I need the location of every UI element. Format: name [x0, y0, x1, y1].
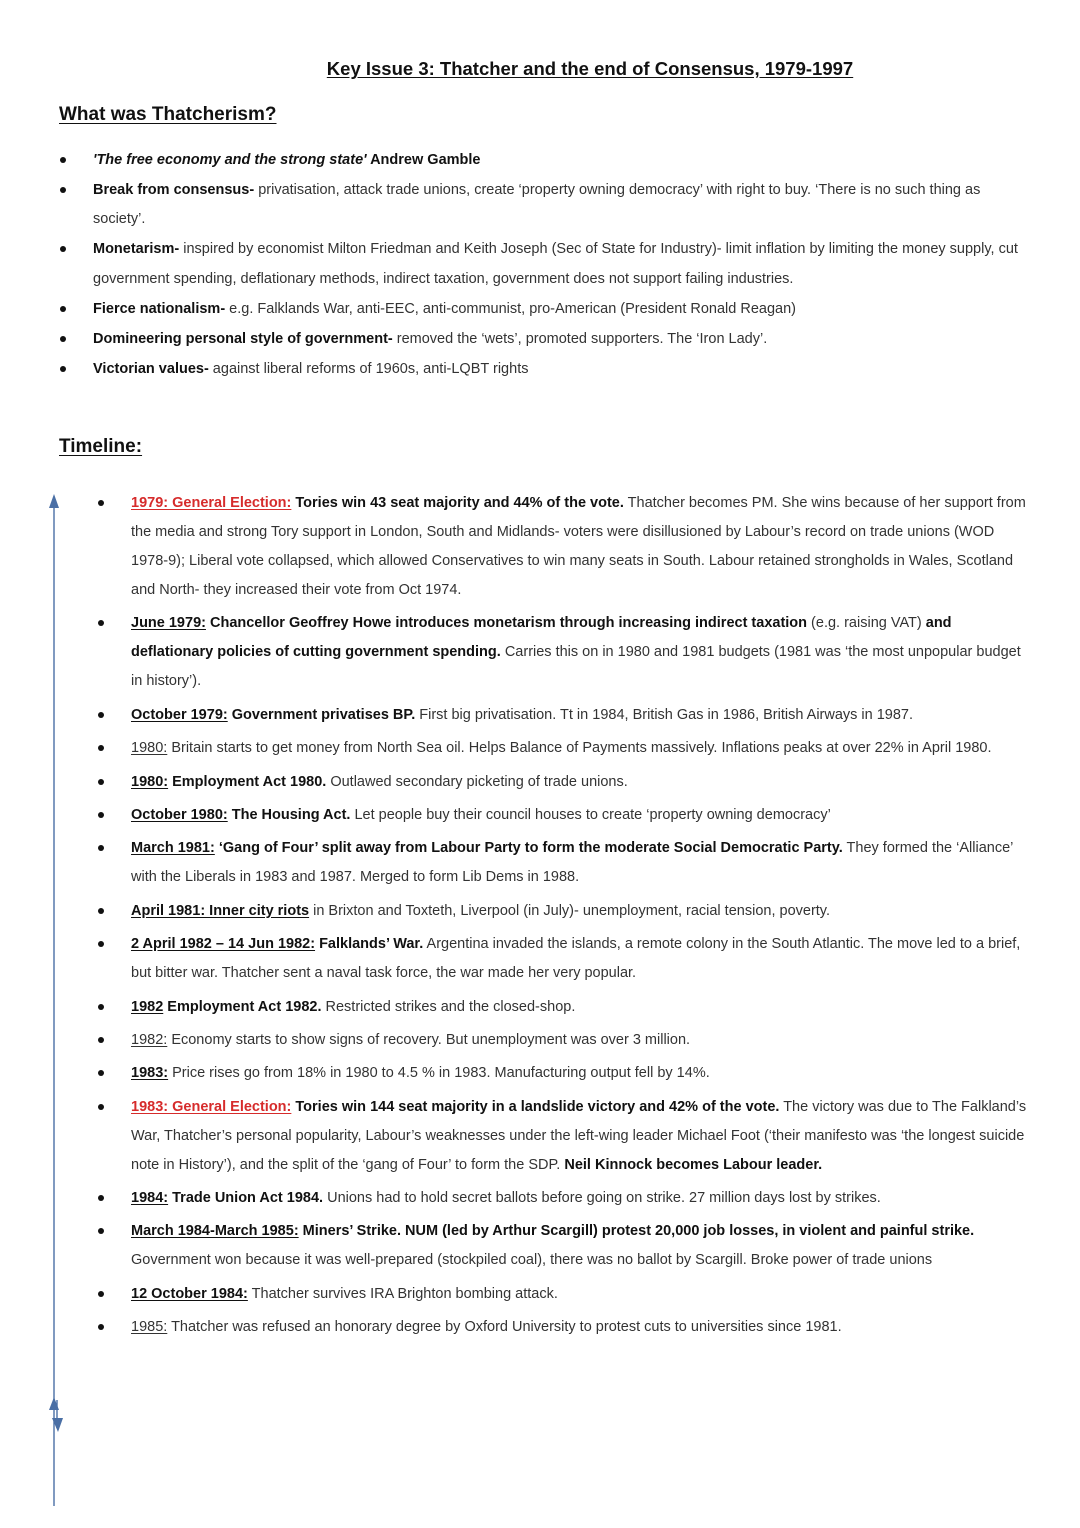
bullet-icon [98, 1291, 104, 1297]
bullet-icon [98, 941, 104, 947]
thatcherism-list [60, 146, 1020, 385]
timeline-item: April 1981: Inner city riots in Brixton and Toxteth, Liverpool (in July)- unemployment, racial tension, poverty. [98, 897, 1028, 926]
timeline-item: 2 April 1982 – 14 Jun 1982: Falklands’ War. Argentina invaded the islands, a remote colony in the South Atlantic. The move led to a brief, but bitter war. Thatcher sent a naval task force, the war made her very popular. [98, 930, 1028, 988]
bullet-icon [98, 1324, 104, 1330]
timeline-item: 1984: Trade Union Act 1984. Unions had to hold secret ballots before going on strike. 27 million days lost by strikes. [98, 1184, 1028, 1213]
section-heading-thatcherism: What was Thatcherism? [59, 104, 277, 125]
bullet-icon [98, 779, 104, 785]
bullet-icon [98, 712, 104, 718]
list-item: Break from consensus- privatisation, attack trade unions, create ‘property owning democracy’ with right to buy. ‘There is no such thing as society’. [60, 176, 1020, 235]
bullet-icon [98, 1104, 104, 1110]
bullet-icon [98, 845, 104, 851]
section-heading-timeline: Timeline: [59, 436, 143, 457]
timeline-item: March 1984-March 1985: Miners’ Strike. NUM (led by Arthur Scargill) protest 20,000 job losses, in violent and painful strike. Government won because it was well-prepared (stockpiled coal), there was no ballot by Scargill. Broke power of trade unions [98, 1217, 1028, 1275]
list-item: Fierce nationalism- e.g. Falklands War, anti-EEC, anti-communist, pro-American (President Ronald Reagan) [60, 295, 1020, 324]
bullet-icon [98, 620, 104, 626]
timeline-item: 12 October 1984: Thatcher survives IRA Brighton bombing attack. [98, 1280, 1028, 1309]
bullet-icon [98, 1004, 104, 1010]
timeline-item: 1980: Britain starts to get money from North Sea oil. Helps Balance of Payments massively. Inflations peaks at over 22% in April 1980. [98, 734, 1028, 763]
timeline-item: October 1980: The Housing Act. Let people buy their council houses to create ‘property owning democracy’ [98, 801, 1028, 830]
list-item: Domineering personal style of government- removed the ‘wets’, promoted supporters. The ‘Iron Lady’. [60, 325, 1020, 354]
timeline-item: 1979: General Election: Tories win 43 seat majority and 44% of the vote. Thatcher becomes PM. She wins because of her support from the media and strong Tory support in London, South and Midlands- voters were disillusioned by Labour’s record on trade unions (WOD 1978-9); Liberal vote collapsed, which allowed Conservatives to win many seats in South. Labour retained strongholds in Wales, Scotland and North- they increased their vote from Oct 1974. [98, 489, 1028, 605]
timeline-item: March 1981: ‘Gang of Four’ split away from Labour Party to form the moderate Social Democratic Party. They formed the ‘Alliance’ with the Liberals in 1983 and 1987. Merged to form Lib Dems in 1988. [98, 834, 1028, 892]
bullet-icon [98, 1195, 104, 1201]
bullet-icon [98, 1037, 104, 1043]
bullet-icon [98, 908, 104, 914]
list-item: Victorian values- against liberal reforms of 1960s, anti-LQBT rights [60, 355, 1020, 384]
timeline-item: 1985: Thatcher was refused an honorary degree by Oxford University to protest cuts to universities since 1981. [98, 1313, 1028, 1342]
timeline-item: 1982: Economy starts to show signs of recovery. But unemployment was over 3 million. [98, 1026, 1028, 1055]
timeline-list [98, 489, 1028, 1347]
list-item: 'The free economy and the strong state' Andrew Gamble [60, 146, 1020, 175]
bullet-icon [98, 1228, 104, 1234]
timeline-item: June 1979: Chancellor Geoffrey Howe introduces monetarism through increasing indirect taxation (e.g. raising VAT) and deflationary policies of cutting government spending. Carries this on in 1980 and 1981 budgets (1981 was ‘the most unpopular budget in history’). [98, 609, 1028, 696]
bullet-icon [98, 1070, 104, 1076]
timeline-item: 1983: Price rises go from 18% in 1980 to 4.5 % in 1983. Manufacturing output fell by 14%. [98, 1059, 1028, 1088]
list-item: Monetarism- inspired by economist Milton Friedman and Keith Joseph (Sec of State for Industry)- limit inflation by limiting the money supply, cut government spending, deflationary methods, indirect taxation, government does not support failing industries. [60, 235, 1020, 294]
bullet-icon [98, 500, 104, 506]
timeline-item: 1983: General Election: Tories win 144 seat majority in a landslide victory and 42% of the vote. The victory was due to The Falkland’s War, Thatcher’s personal popularity, Labour’s weaknesses under the left-wing leader Michael Foot (‘their manifesto was ‘the longest suicide note in History’), and the split of the ‘gang of Four’ to form the SDP. Neil Kinnock becomes Labour leader. [98, 1093, 1028, 1180]
bullet-icon [98, 745, 104, 751]
bullet-icon [98, 812, 104, 818]
arrow-up-icon [49, 494, 59, 508]
timeline-arrow-line [0, 0, 80, 1528]
page-title: Key Issue 3: Thatcher and the end of Consensus, 1979-1997 [326, 58, 854, 79]
timeline-item: 1982 Employment Act 1982. Restricted strikes and the closed-shop. [98, 993, 1028, 1022]
timeline-item: 1980: Employment Act 1980. Outlawed secondary picketing of trade unions. [98, 768, 1028, 797]
timeline-item: October 1979: Government privatises BP. First big privatisation. Tt in 1984, British Gas in 1986, British Airways in 1987. [98, 701, 1028, 730]
